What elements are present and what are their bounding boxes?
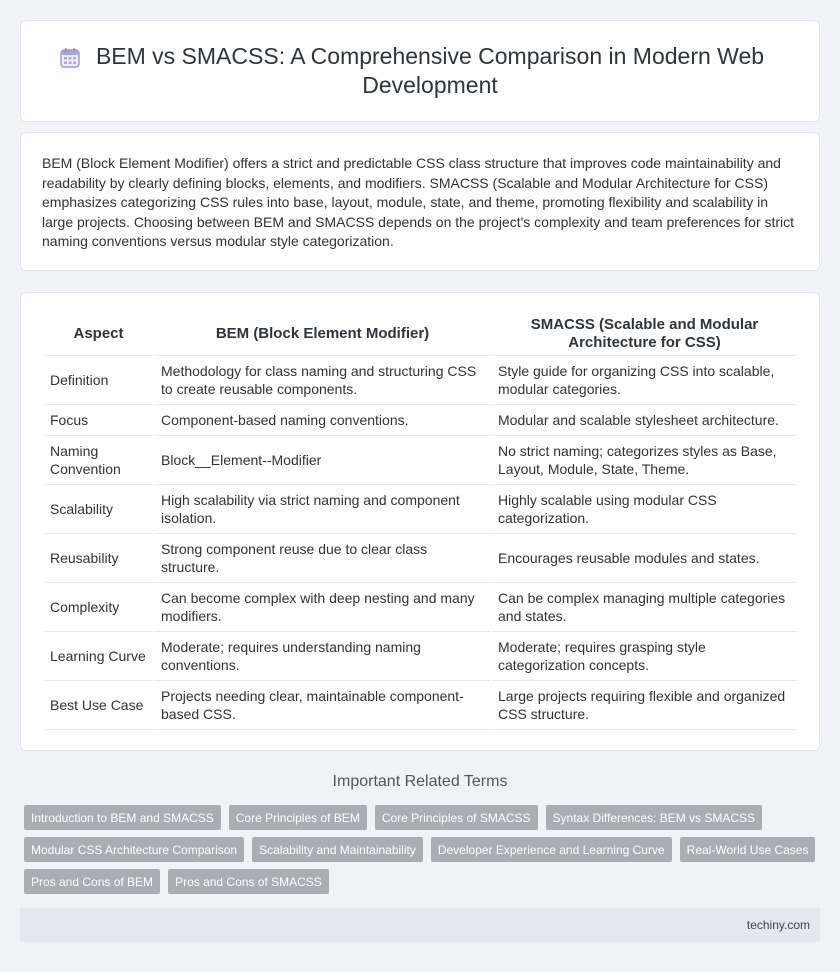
row-smacss: Encourages reusable modules and states. [492, 534, 797, 583]
comparison-table [42, 312, 799, 730]
row-aspect: Definition [44, 356, 153, 405]
table-row [44, 436, 797, 485]
row-aspect: Naming Convention [44, 436, 153, 485]
related-terms-list [24, 805, 824, 901]
row-bem: Methodology for class naming and structuring CSS to create reusable components. [155, 356, 490, 405]
related-term-tag[interactable]: Modular CSS Architecture Comparison [24, 837, 244, 862]
header-card [20, 20, 820, 122]
row-smacss: Highly scalable using modular CSS categorization. [492, 485, 797, 534]
row-aspect: Complexity [44, 583, 153, 632]
related-term-tag[interactable]: Pros and Cons of SMACSS [168, 869, 329, 894]
column-header-bem: BEM (Block Element Modifier) [155, 312, 490, 356]
intro-paragraph: BEM (Block Element Modifier) offers a strict and predictable CSS class structure that improves code maintainability and readability by clearly defining blocks, elements, and modifiers. SMACSS (Scalable and Modular Architecture for CSS) emphasizes categorizing CSS rules into base, layout, module, state, and theme, promoting flexibility and scalability in large projects. Choosing between BEM and SMACSS depends on the project's complexity and team preferences for strict naming conventions versus modular style categorization. [42, 155, 795, 250]
row-aspect: Learning Curve [44, 632, 153, 681]
related-term-tag[interactable]: Syntax Differences: BEM vs SMACSS [546, 805, 763, 830]
related-term-tag[interactable]: Core Principles of BEM [229, 805, 367, 830]
related-terms-title: Important Related Terms [332, 773, 508, 790]
related-term-tag[interactable]: Developer Experience and Learning Curve [431, 837, 672, 862]
related-term-tag[interactable]: Introduction to BEM and SMACSS [24, 805, 221, 830]
row-smacss: Large projects requiring flexible and organized CSS structure. [492, 681, 797, 730]
column-header-aspect: Aspect [44, 312, 153, 356]
table-row [44, 356, 797, 405]
row-smacss: Moderate; requires grasping style categorization concepts. [492, 632, 797, 681]
row-bem: Strong component reuse due to clear class structure. [155, 534, 490, 583]
row-bem: Moderate; requires understanding naming conventions. [155, 632, 490, 681]
footer-site-link[interactable]: techiny.com [746, 918, 810, 932]
row-bem: Component-based naming conventions. [155, 405, 490, 436]
column-header-smacss: SMACSS (Scalable and Modular Architecture for CSS) [492, 312, 797, 356]
comparison-table-card [20, 292, 820, 751]
table-row [44, 534, 797, 583]
table-row [44, 405, 797, 436]
related-term-tag[interactable]: Core Principles of SMACSS [375, 805, 538, 830]
row-smacss: No strict naming; categorizes styles as Base, Layout, Module, State, Theme. [492, 436, 797, 485]
footer-bar [20, 908, 820, 942]
row-bem: Projects needing clear, maintainable component-based CSS. [155, 681, 490, 730]
row-aspect: Best Use Case [44, 681, 153, 730]
table-row [44, 485, 797, 534]
table-row [44, 681, 797, 730]
row-bem: Can become complex with deep nesting and many modifiers. [155, 583, 490, 632]
related-term-tag[interactable]: Pros and Cons of BEM [24, 869, 160, 894]
related-term-tag[interactable]: Real-World Use Cases [680, 837, 816, 862]
intro-card [20, 132, 820, 271]
row-smacss: Modular and scalable stylesheet architecture. [492, 405, 797, 436]
table-row [44, 583, 797, 632]
row-aspect: Reusability [44, 534, 153, 583]
row-bem: High scalability via strict naming and component isolation. [155, 485, 490, 534]
related-term-tag[interactable]: Scalability and Maintainability [252, 837, 423, 862]
row-smacss: Style guide for organizing CSS into scalable, modular categories. [492, 356, 797, 405]
table-header-row [44, 312, 797, 356]
table-row [44, 632, 797, 681]
row-aspect: Scalability [44, 485, 153, 534]
row-aspect: Focus [44, 405, 153, 436]
row-smacss: Can be complex managing multiple categories and states. [492, 583, 797, 632]
page-title: BEM vs SMACSS: A Comprehensive Comparison in Modern Web Development [95, 43, 765, 98]
row-bem: Block__Element--Modifier [155, 436, 490, 485]
